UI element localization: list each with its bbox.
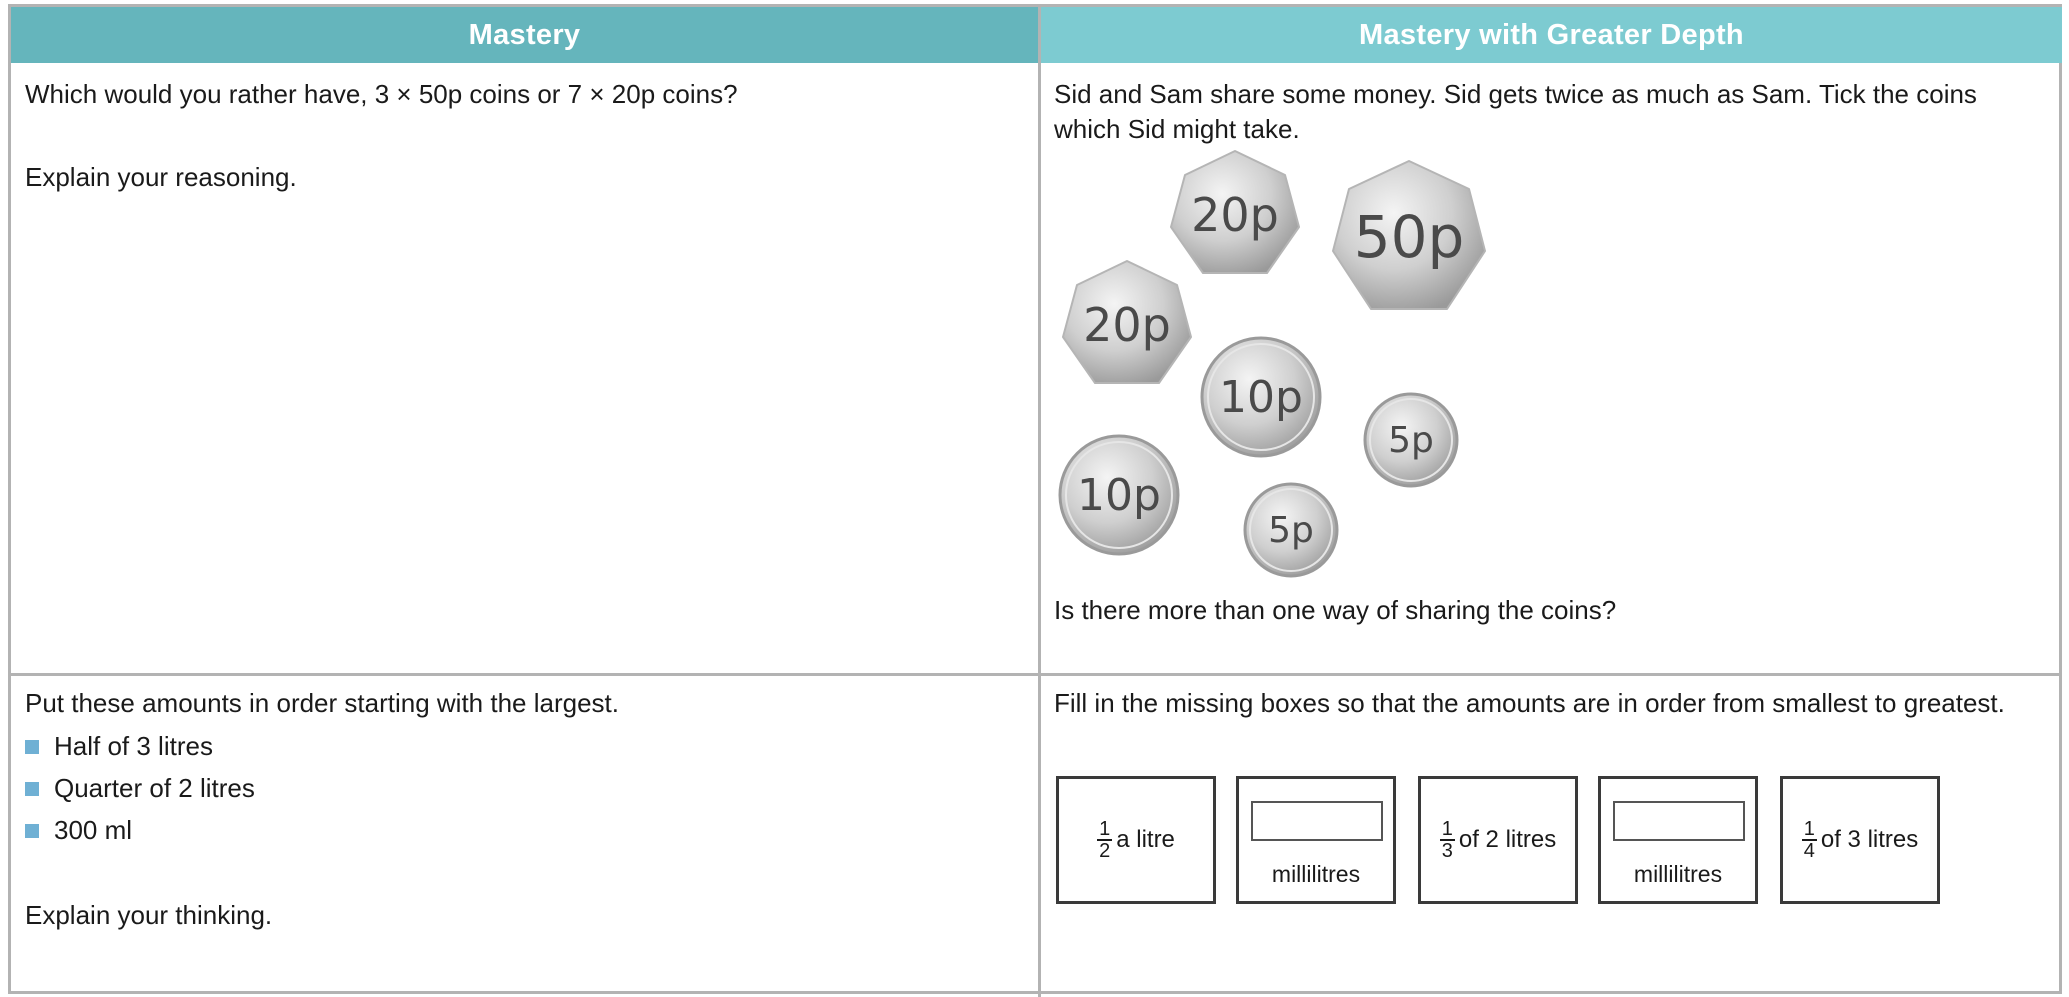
answer-input-box[interactable]: [1251, 801, 1383, 841]
amount-text: of 3 litres: [1820, 826, 1919, 853]
q2-question: Sid and Sam share some money. Sid gets twice as much as Sam. Tick the coins which Sid might take.: [1054, 79, 1977, 144]
list-item: 300 ml: [25, 813, 132, 848]
fraction-denominator: 4: [1803, 840, 1815, 862]
coin-label: 20p: [1083, 298, 1171, 352]
fraction: [1097, 819, 1112, 861]
coin-label: 5p: [1268, 509, 1314, 551]
q2-followup: Is there more than one way of sharing the coins?: [1054, 595, 1617, 625]
q4-question: Fill in the missing boxes so that the amounts are in order from smallest to greatest.: [1054, 688, 2005, 718]
list-item: Half of 3 litres: [25, 729, 213, 764]
amount-box: [1418, 776, 1578, 904]
coin-label: 10p: [1077, 469, 1161, 521]
unit-label: millilitres: [1271, 861, 1361, 887]
amount-text: of 2 litres: [1458, 826, 1557, 853]
q3-question: Put these amounts in order starting with the largest.: [25, 688, 619, 718]
fraction: [1802, 819, 1817, 861]
coin-10p[interactable]: [1199, 335, 1323, 459]
missing-amount-box: [1236, 776, 1396, 904]
coin-5p[interactable]: [1242, 481, 1340, 579]
coin-5p[interactable]: [1362, 391, 1460, 489]
missing-amount-box: [1598, 776, 1758, 904]
column-divider: [1038, 7, 1041, 997]
fraction-numerator: 1: [1803, 818, 1815, 840]
amount-box: [1780, 776, 1940, 904]
row-divider: [11, 673, 2062, 676]
coin-label: 20p: [1191, 188, 1279, 242]
fraction-numerator: 1: [1099, 818, 1111, 840]
header-mastery: Mastery: [11, 7, 1038, 63]
amount-box: [1056, 776, 1216, 904]
fraction-numerator: 1: [1441, 818, 1453, 840]
coin-label: 10p: [1219, 371, 1303, 423]
q1-prompt: Explain your reasoning.: [25, 162, 297, 192]
q1-question: Which would you rather have, 3 × 50p coins or 7 × 20p coins?: [25, 79, 738, 109]
fraction: [1440, 819, 1455, 861]
answer-input-box[interactable]: [1613, 801, 1745, 841]
amount-text: a litre: [1116, 826, 1175, 853]
q3-prompt: Explain your thinking.: [25, 900, 273, 930]
header-greater-depth: Mastery with Greater Depth: [1041, 7, 2062, 63]
coin-20p[interactable]: [1059, 257, 1195, 393]
coin-50p[interactable]: [1329, 157, 1489, 317]
fraction-denominator: 2: [1099, 840, 1111, 862]
fraction-denominator: 3: [1441, 840, 1453, 862]
coin-10p[interactable]: [1057, 433, 1181, 557]
coin-label: 5p: [1388, 419, 1434, 461]
list-item: Quarter of 2 litres: [25, 771, 255, 806]
worksheet-table: [8, 4, 2062, 994]
coin-label: 50p: [1353, 203, 1465, 271]
unit-label: millilitres: [1633, 861, 1723, 887]
